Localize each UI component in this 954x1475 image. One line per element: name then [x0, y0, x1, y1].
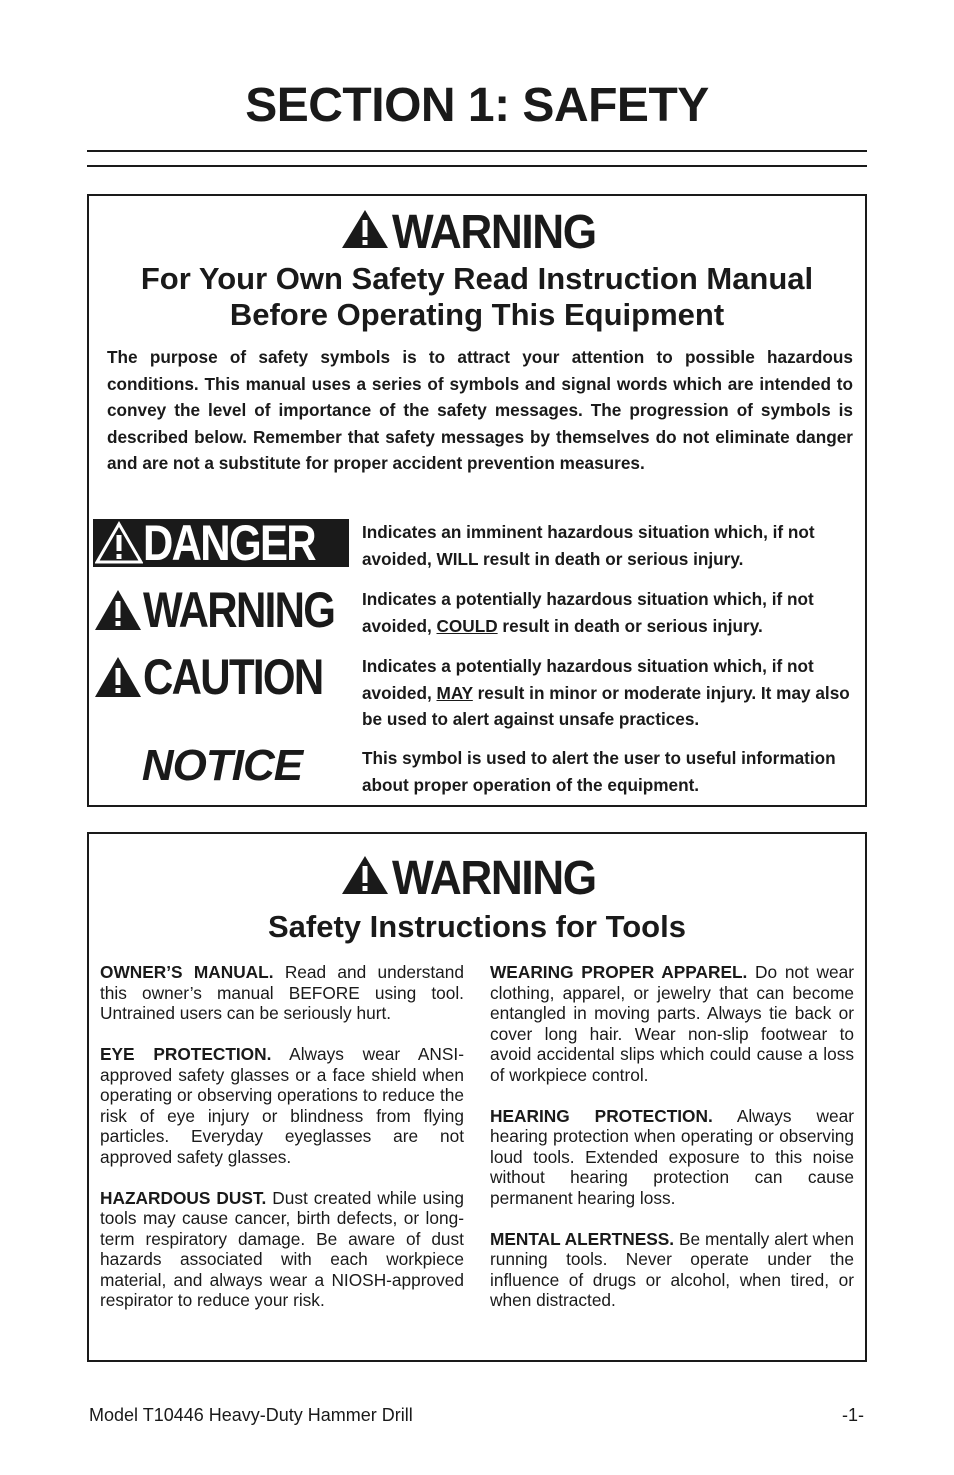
caution-description: Indicates a potentially hazardous situation which, if not avoided, MAY result in minor or moderate injury. It may also be used to alert against unsafe practices. — [362, 656, 850, 729]
warning-label-text: WARNING — [143, 582, 335, 638]
notice-label-text: NOTICE — [141, 741, 303, 790]
warning-label — [93, 582, 351, 638]
warning-heading-text: WARNING — [392, 206, 597, 259]
left-column — [100, 962, 464, 1331]
divider-bottom — [87, 165, 867, 167]
warning-triangle-icon — [340, 854, 390, 896]
hazardous-dust-item: HAZARDOUS DUST. Dust created while using tools may cause cancer, birth defects, or long-term respiratory damage. Be aware of dust hazards associated with each workpiece material, and always wear a NIOSH-approved respirator to reduce your risk. — [100, 1187, 464, 1310]
owners-manual-item: OWNER’S MANUAL. Read and understand this owner’s manual BEFORE using tool. Untrained users can be seriously hurt. — [100, 962, 464, 1023]
tool-safety-subheading: Safety Instructions for Tools — [268, 909, 686, 944]
divider-top — [87, 150, 867, 152]
danger-triangle-icon — [95, 521, 143, 565]
manual-subheading-line2: Before Operating This Equipment — [229, 297, 725, 332]
warning-heading-text: WARNING — [392, 852, 597, 905]
warning-triangle-icon — [340, 208, 390, 250]
warning-triangle-icon — [93, 588, 143, 632]
warning-heading — [89, 206, 865, 260]
eye-protection-item: EYE PROTECTION. Always wear ANSI-approved safety glasses or a face shield when operating or observing operations to reduce the risk of eye injury or blindness from flying particles. Everyday eyeglasses are not approved safety glasses. — [100, 1044, 464, 1167]
manual-subheading-line1: For Your Own Safety Read Instruction Manual — [140, 261, 814, 296]
page-title: SECTION 1: SAFETY — [245, 79, 709, 132]
caution-triangle-icon — [93, 655, 143, 699]
mental-alertness-item: MENTAL ALERTNESS. Be mentally alert when running tools. Never operate under the influence of drugs or alcohol, when tired, or when distracted. — [490, 1228, 854, 1310]
danger-description: Indicates an imminent hazardous situation which, if not avoided, WILL result in death or serious injury. — [362, 522, 815, 569]
right-column — [490, 962, 854, 1331]
caution-label-text: CAUTION — [143, 649, 323, 705]
proper-apparel-item: WEARING PROPER APPAREL. Do not wear clothing, apparel, or jewelry that can become entangled in moving parts. Always tie back or cover long hair. Wear non-slip footwear to avoid accidental slips which could cause a loss of workpiece control. — [490, 962, 854, 1085]
safety-symbols-intro: The purpose of safety symbols is to attract your attention to possible hazardous conditions. This manual uses a series of symbols and signal words which are intended to convey the level of importance of the safety messages. The progression of symbols is described below. Remember that safety messages by themselves do not eliminate danger and are not a substitute for proper accident prevention measures. — [107, 347, 853, 473]
hearing-protection-item: HEARING PROTECTION. Always wear hearing protection when operating or observing loud tools. Extended exposure to this noise without hearing protection can cause permanent hearing loss. — [490, 1105, 854, 1208]
tool-safety-box — [87, 832, 867, 1362]
warning-description: Indicates a potentially hazardous situation which, if not avoided, COULD result in death or serious injury. — [362, 589, 814, 636]
danger-label — [93, 515, 349, 571]
footer-model: Model T10446 Heavy-Duty Hammer Drill — [89, 1405, 413, 1425]
footer-page-number: -1- — [842, 1405, 864, 1425]
safety-symbols-box — [87, 194, 867, 807]
notice-label — [93, 742, 351, 790]
caution-label — [93, 649, 351, 705]
danger-label-text: DANGER — [143, 515, 315, 571]
warning-heading — [89, 852, 865, 906]
notice-description: This symbol is used to alert the user to useful information about proper operation of the equipment. — [362, 748, 836, 795]
